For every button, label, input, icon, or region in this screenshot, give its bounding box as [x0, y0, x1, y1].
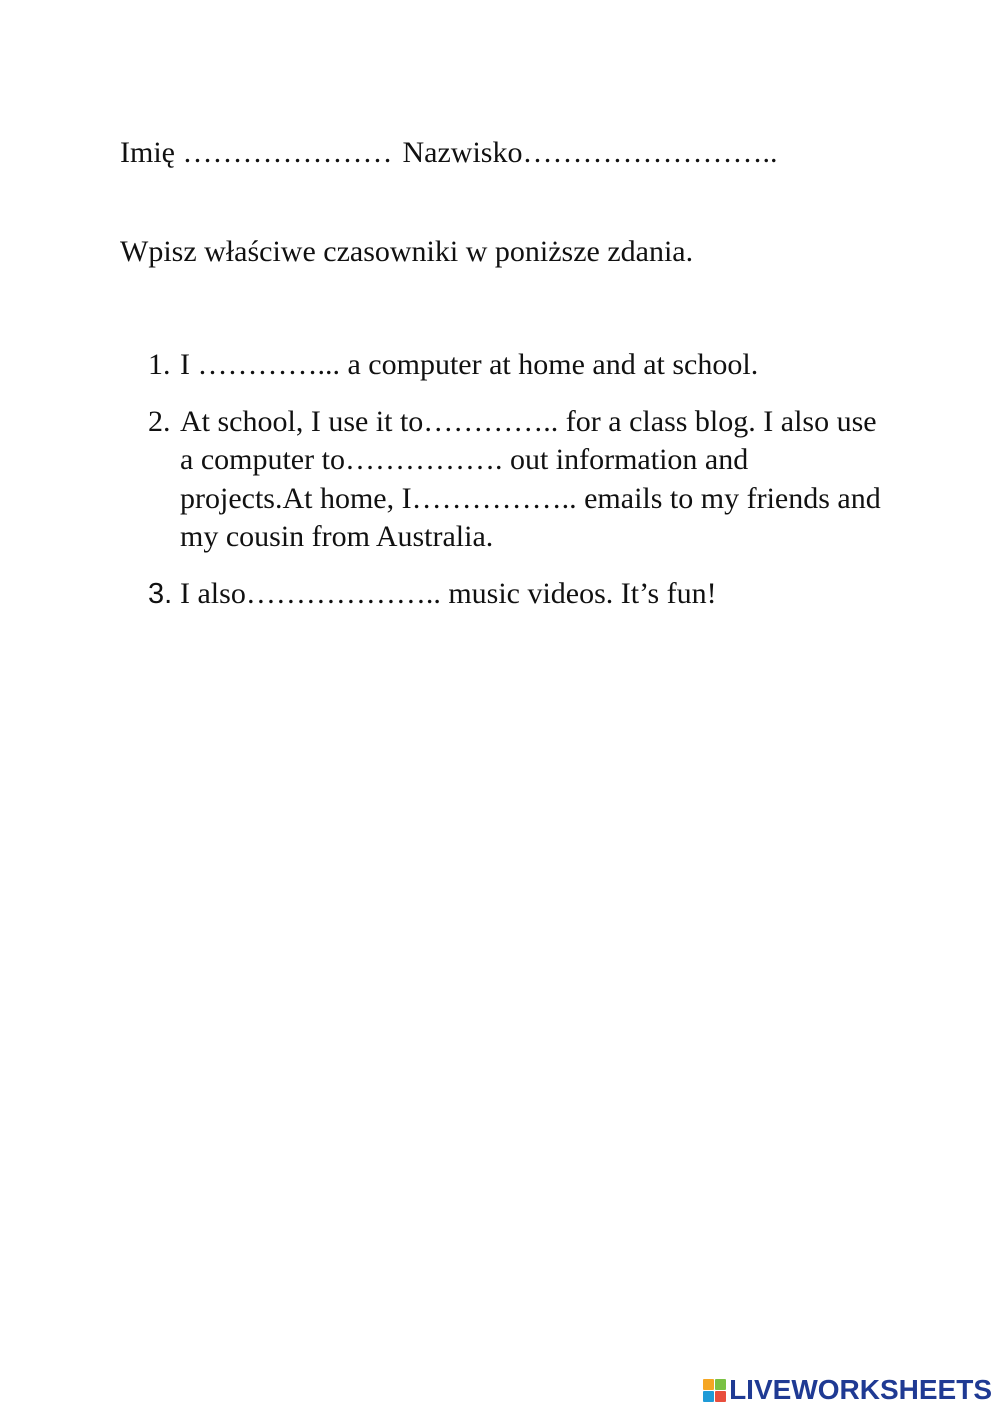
logo-square-orange [703, 1379, 714, 1390]
exercise-number: 3. [148, 577, 173, 610]
exercise-item-1 [148, 346, 888, 385]
exercise-item-3 [148, 575, 888, 614]
liveworksheets-logo-icon [703, 1379, 726, 1402]
logo-text: LIVEWORKSHEETS [729, 1374, 992, 1405]
exercise-number: 1. [148, 348, 171, 381]
exercise-sentence[interactable]: At school, I use it to………….. for a class blog. I also use a computer to……………. out information and projects.At home, I…………….. emails to my friends and my cousin from Australia. [180, 404, 881, 553]
exercise-item-2 [148, 403, 888, 557]
exercise-list [148, 346, 888, 631]
logo-square-green [715, 1379, 726, 1390]
logo-square-blue [703, 1391, 714, 1402]
exercise-sentence[interactable]: I …………... a computer at home and at school. [180, 348, 759, 381]
exercise-number: 2. [148, 404, 171, 438]
logo-square-red [715, 1391, 726, 1402]
instruction-text: Wpisz właściwe czasowniki w poniższe zdania. [120, 235, 694, 268]
name-line [120, 133, 777, 173]
exercise-sentence[interactable]: I also……………….. music videos. It’s fun! [180, 576, 717, 610]
first-name-field[interactable]: Imię ………………… [120, 136, 393, 169]
last-name-field[interactable]: Nazwisko…………………….. [402, 136, 778, 169]
liveworksheets-logo[interactable] [703, 1375, 992, 1405]
